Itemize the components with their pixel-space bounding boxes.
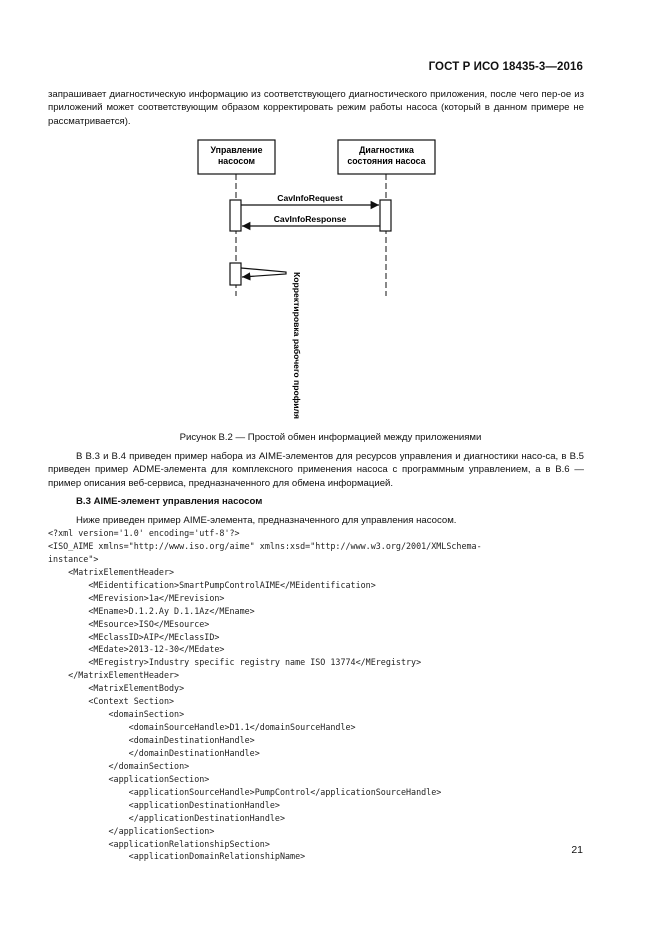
code-line: <?xml version='1.0' encoding='utf-8'?> xyxy=(48,528,240,538)
activation-self xyxy=(230,263,241,285)
code-line: instance"> xyxy=(48,553,99,564)
label-request: CavInfoRequest xyxy=(277,193,343,203)
code-line: <MEname>D.1.2.Ay D.1.1Az</MEname> xyxy=(48,605,255,616)
code-line: <MatrixElementHeader> xyxy=(48,566,175,577)
code-line: <MatrixElementBody> xyxy=(48,683,185,694)
page-number: 21 xyxy=(571,844,583,856)
code-line: </applicationSection> xyxy=(48,825,215,836)
actor-left-line1: Управление xyxy=(210,145,263,155)
code-line: <applicationSourceHandle>PumpControl</applicationSourceHandle> xyxy=(48,786,442,797)
code-line: <MEregistry>Industry specific registry name ISO 13774</MEregistry> xyxy=(48,657,422,668)
figure-caption: Рисунок В.2 — Простой обмен информацией между приложениями xyxy=(179,432,482,443)
arrow-self xyxy=(241,268,286,277)
code-line: <applicationDomainRelationshipName> xyxy=(48,851,306,862)
code-line: <MErevision>1a</MErevision> xyxy=(48,592,225,603)
code-line: <domainDestinationHandle> xyxy=(48,735,255,745)
code-line: <MEclassID>AIP</MEclassID> xyxy=(48,631,220,642)
actor-right-line2: состояния насоса xyxy=(347,156,426,166)
code-line: <applicationDestinationHandle> xyxy=(48,799,280,810)
code-line: <domainSourceHandle>D1.1</domainSourceHandle> xyxy=(48,722,356,733)
paragraph-intro: запрашивает диагностическую информацию из соответствующего диагностического приложения, после чего пер-ое из приложений может соответствующим образом корректировать режим работы насоса (который в данном примере не рассматривается). xyxy=(48,89,584,127)
xml-code-block xyxy=(48,527,608,863)
document-header: ГОСТ Р ИСО 18435-3—2016 xyxy=(428,61,583,73)
activation-left xyxy=(230,200,241,231)
code-line: <domainSection> xyxy=(48,709,185,720)
actor-right-line1: Диагностика xyxy=(359,145,414,155)
code-line: <MEidentification>SmartPumpControlAIME</MEidentification> xyxy=(48,579,376,590)
code-line: <applicationSection> xyxy=(48,773,210,784)
activation-right xyxy=(380,200,391,231)
code-line: </applicationDestinationHandle> xyxy=(48,812,285,823)
label-response: CavInfoResponse xyxy=(273,214,347,224)
code-line: <MEdate>2013-12-30</MEdate> xyxy=(48,644,225,655)
sequence-diagram xyxy=(0,0,661,430)
actor-left-line2: насосом xyxy=(217,156,256,166)
code-line: </MatrixElementHeader> xyxy=(48,670,180,681)
section-intro: Ниже приведен пример AIME-элемента, предназначенного для управления насосом. xyxy=(76,515,457,526)
label-self-action: Корректировка рабочего профиля xyxy=(292,272,302,420)
section-title: В.3 AIME-элемент управления насосом xyxy=(76,496,263,507)
code-line: <applicationRelationshipSection> xyxy=(48,838,270,849)
code-line: </domainDestinationHandle> xyxy=(48,747,260,758)
paragraph-description: В В.3 и В.4 приведен пример набора из AIME-элементов для ресурсов управления и диагностики насо-са, в В.5 приведен пример ADME-элемента для комплексного применения насоса с программным управлением, а в В.6 — пример описания веб-сервиса, предназначенного для обмена информацией. xyxy=(48,451,584,489)
code-line: <ISO_AIME xmlns="http://www.iso.org/aime" xmlns:xsd="http://www.w3.org/2001/XMLSchema- xyxy=(48,540,482,551)
code-line: <Context Section> xyxy=(48,696,175,707)
code-line: </domainSection> xyxy=(48,760,190,771)
code-line: <MEsource>ISO</MEsource> xyxy=(48,618,210,629)
